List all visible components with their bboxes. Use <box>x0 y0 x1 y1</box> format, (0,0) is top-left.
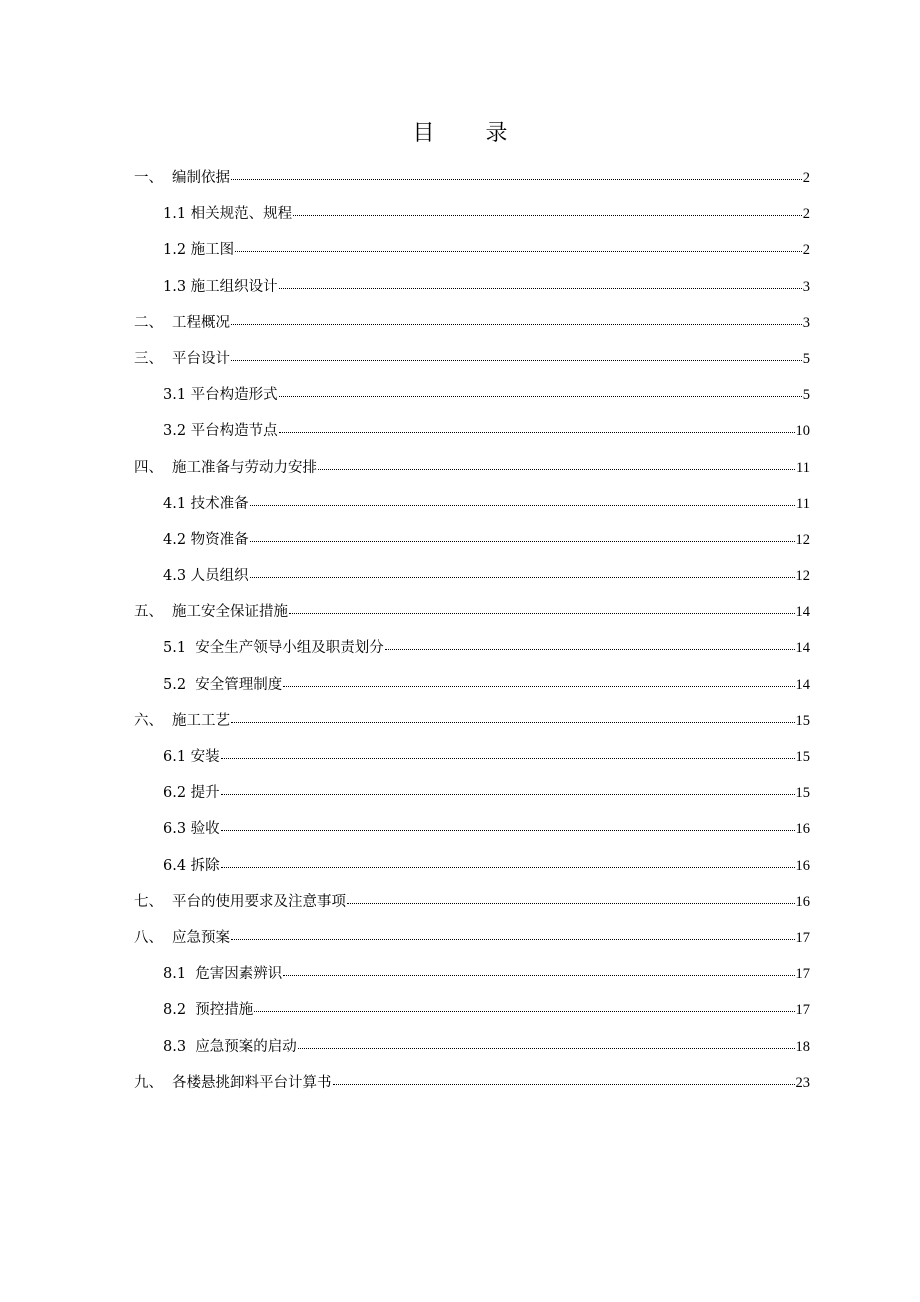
toc-entry-title: 施工工艺 <box>172 712 230 729</box>
toc-entry[interactable] <box>134 486 810 522</box>
toc-entry-title: 施工图 <box>190 242 235 259</box>
toc-entry-title: 预控措施 <box>195 1002 254 1019</box>
toc-entry[interactable] <box>134 269 810 305</box>
toc-entry-title: 各楼悬挑卸料平台计算书 <box>172 1074 332 1091</box>
toc-entry-page-number: 3 <box>802 278 810 295</box>
toc-entry[interactable] <box>134 232 810 268</box>
toc-dot-leader <box>231 178 802 180</box>
toc-entry-page-number: 2 <box>802 242 810 259</box>
toc-entry-number: 六、 <box>134 712 163 729</box>
toc-dot-leader <box>279 287 802 289</box>
toc-entry[interactable] <box>134 522 810 558</box>
toc-entry[interactable] <box>134 450 810 486</box>
toc-entry-number: 6.1 <box>163 749 191 765</box>
toc-entry-page-number: 17 <box>795 1002 810 1019</box>
toc-entry-page-number: 2 <box>802 206 810 223</box>
toc-entry-page-number: 16 <box>795 821 810 838</box>
toc-entry[interactable] <box>134 160 810 196</box>
toc-entry-number: 5.2 <box>163 676 196 693</box>
toc-entry-title: 物资准备 <box>190 531 249 548</box>
toc-dot-leader <box>221 793 795 795</box>
toc-entry-page-number: 14 <box>795 676 810 693</box>
toc-entry-page-number: 15 <box>795 749 810 765</box>
toc-entry[interactable] <box>134 811 810 847</box>
toc-entry[interactable] <box>134 956 810 992</box>
toc-dot-leader <box>289 612 795 614</box>
toc-dot-leader <box>235 250 802 252</box>
toc-entry[interactable] <box>134 305 810 341</box>
toc-entry[interactable] <box>134 1065 810 1101</box>
toc-entry-title: 施工安全保证措施 <box>172 604 288 621</box>
toc-dot-leader <box>250 504 795 506</box>
toc-entry[interactable] <box>134 884 810 920</box>
toc-dot-leader <box>231 938 795 940</box>
toc-entry-number: 8.2 <box>163 1002 196 1019</box>
toc-entry-title: 危害因素辨识 <box>195 966 283 983</box>
toc-entry-number: 6.4 <box>163 857 191 874</box>
toc-entry-page-number: 11 <box>796 495 810 512</box>
toc-entry-number: 8.1 <box>163 966 196 983</box>
toc-entry-page-number: 16 <box>795 893 810 910</box>
toc-entry-page-number: 10 <box>795 423 810 440</box>
toc-entry-title: 平台的使用要求及注意事项 <box>172 893 346 910</box>
toc-entry-number: 1.3 <box>163 278 191 295</box>
toc-entry-title: 验收 <box>190 821 220 838</box>
toc-entry-title: 提升 <box>190 785 220 802</box>
toc-entry-title: 安全管理制度 <box>195 676 283 693</box>
toc-entry-title: 应急预案的启动 <box>195 1038 297 1055</box>
toc-entry-title: 平台构造形式 <box>190 387 278 404</box>
toc-entry[interactable] <box>134 594 810 630</box>
toc-entry[interactable] <box>134 848 810 884</box>
toc-entry[interactable] <box>134 196 810 232</box>
toc-entry-page-number: 15 <box>795 785 810 802</box>
toc-entry-page-number: 14 <box>795 604 810 621</box>
toc-entry-number: 二、 <box>134 314 163 331</box>
toc-dot-leader <box>250 540 795 542</box>
toc-entry-page-number: 5 <box>802 387 810 404</box>
toc-entry-page-number: 14 <box>795 640 810 657</box>
toc-title: 目 录 <box>412 121 530 146</box>
toc-entry-page-number: 18 <box>795 1038 810 1055</box>
toc-entry[interactable] <box>134 992 810 1028</box>
toc-dot-leader <box>347 902 795 904</box>
toc-entry-number: 3.2 <box>163 423 191 440</box>
toc-entry-title: 平台设计 <box>172 350 230 367</box>
toc-entry[interactable] <box>134 667 810 703</box>
toc-entry-number: 七、 <box>134 893 163 910</box>
toc-dot-leader <box>231 359 802 361</box>
toc-entry-page-number: 12 <box>795 568 810 585</box>
toc-entry-number: 八、 <box>134 929 163 946</box>
toc-entry-page-number: 17 <box>795 929 810 946</box>
toc-entry-title: 安装 <box>190 749 220 765</box>
toc-dot-leader <box>283 685 794 687</box>
toc-entry-number: 5.1 <box>163 640 196 657</box>
toc-dot-leader <box>283 974 794 976</box>
toc-entry[interactable] <box>134 558 810 594</box>
toc-entry-title: 拆除 <box>190 857 220 874</box>
toc-entry-title: 人员组织 <box>190 568 249 585</box>
toc-entry-page-number: 17 <box>795 966 810 983</box>
toc-entry-number: 五、 <box>134 604 163 621</box>
toc-entry-number: 4.3 <box>163 568 191 585</box>
toc-entry-title: 相关规范、规程 <box>190 206 293 223</box>
toc-entry[interactable] <box>134 341 810 377</box>
toc-entry-number: 4.1 <box>163 495 191 512</box>
toc-dot-leader <box>279 431 795 433</box>
toc-entry[interactable] <box>134 775 810 811</box>
toc-entry-number: 3.1 <box>163 387 191 404</box>
toc-entry-title: 施工准备与劳动力安排 <box>172 459 317 476</box>
toc-entry-page-number: 2 <box>802 170 810 186</box>
toc-dot-leader <box>254 1010 794 1012</box>
toc-dot-leader <box>231 721 795 723</box>
toc-dot-leader <box>250 576 795 578</box>
table-of-contents <box>134 160 810 1101</box>
toc-dot-leader <box>279 395 802 397</box>
toc-dot-leader <box>298 1047 795 1049</box>
toc-entry-page-number: 11 <box>796 459 810 476</box>
toc-entry-number: 6.2 <box>163 785 191 802</box>
toc-entry-page-number: 16 <box>795 857 810 874</box>
toc-entry-number: 三、 <box>134 350 163 367</box>
toc-entry-number: 6.3 <box>163 821 191 838</box>
toc-entry-title: 技术准备 <box>190 495 249 512</box>
toc-entry-title: 应急预案 <box>172 929 230 946</box>
toc-dot-leader <box>221 829 795 831</box>
toc-entry-title: 工程概况 <box>172 314 230 331</box>
toc-entry-page-number: 12 <box>795 531 810 548</box>
toc-entry-page-number: 3 <box>802 314 810 331</box>
toc-dot-leader <box>318 468 795 470</box>
toc-entry-number: 1.1 <box>163 206 191 223</box>
toc-entry-title: 施工组织设计 <box>190 278 278 295</box>
toc-dot-leader <box>385 648 795 650</box>
toc-entry-page-number: 15 <box>795 712 810 729</box>
toc-entry-title: 安全生产领导小组及职责划分 <box>195 640 384 657</box>
toc-entry-number: 九、 <box>134 1074 163 1091</box>
toc-dot-leader <box>293 214 802 216</box>
toc-entry[interactable] <box>134 1029 810 1065</box>
toc-entry-number: 一、 <box>134 170 163 186</box>
toc-entry[interactable] <box>134 630 810 666</box>
toc-entry-number: 8.3 <box>163 1038 196 1055</box>
toc-entry[interactable] <box>134 413 810 449</box>
toc-entry-number: 4.2 <box>163 531 191 548</box>
toc-entry-number: 四、 <box>134 459 163 476</box>
toc-entry[interactable] <box>134 377 810 413</box>
toc-dot-leader <box>231 323 802 325</box>
toc-entry-number: 1.2 <box>163 242 191 259</box>
toc-dot-leader <box>221 866 795 868</box>
toc-entry[interactable] <box>134 703 810 739</box>
toc-entry[interactable] <box>134 920 810 956</box>
toc-entry-title: 平台构造节点 <box>190 423 278 440</box>
toc-entry-page-number: 5 <box>802 350 810 367</box>
toc-dot-leader <box>333 1083 795 1085</box>
toc-entry[interactable] <box>134 739 810 775</box>
toc-dot-leader <box>221 757 795 759</box>
toc-entry-title: 编制依据 <box>172 170 230 186</box>
toc-entry-page-number: 23 <box>795 1074 810 1091</box>
